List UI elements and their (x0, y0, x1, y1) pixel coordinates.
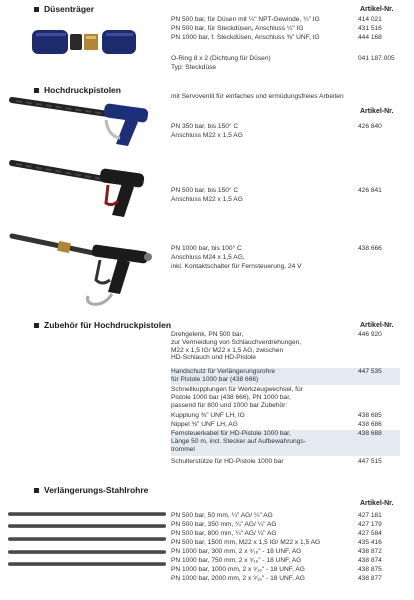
row-article-number: 447 535 (358, 368, 382, 375)
product-spec-line: PN 500 bar, bis 150° C (171, 187, 239, 194)
artikel-nr-header: Artikel-Nr. (360, 500, 394, 507)
section-bullet (34, 488, 39, 493)
pipe-image (8, 524, 166, 528)
row-article-number: 438 872 (358, 548, 382, 555)
row-description: Handschutz für Verlängerungsrohre (171, 368, 276, 375)
row-description: PN 1000 bar, 2000 mm, 2 x ⁹⁄₁₆" - 18 UNF, AG (171, 575, 305, 582)
row-description: PN 500 bar, 1500 mm, M22 x 1,5 IG/ M22 x 1,5 AG (171, 539, 321, 546)
spray-gun-500-image (8, 157, 168, 223)
section-title-hochdruckpistolen: Hochdruckpistolen (44, 85, 121, 95)
section-intro: mit Servoventil für einfaches und ermüdungsfreies Arbeiten (171, 93, 344, 100)
artikel-nr-header: Artikel-Nr. (360, 108, 394, 115)
row-description: O-Ring 8 x 2 (Dichtung für Düsen) (171, 55, 271, 62)
row-description: PN 1000 bar, f. Steckdüsen, Anschluss ⅜" UNF, IG (171, 34, 320, 41)
row-article-number: 438 874 (358, 557, 382, 564)
section-bullet (34, 323, 39, 328)
row-description: PN 500 bar, 350 mm, ¼" AG/ ¼" AG (171, 521, 277, 528)
row-article-number: 426 840 (358, 123, 382, 130)
pipe-image (8, 550, 166, 554)
product-spec-line: inkl. Kontaktschalter für Fernsteuerung, 24 V (171, 263, 302, 270)
row-description: Nippel ⅜" UNF LH, AG (171, 421, 238, 428)
row-description: PN 1000 bar, 750 mm, 2 x ⁹⁄₁₆" - 18 UNF, AG (171, 557, 302, 564)
row-article-number: 438 666 (358, 245, 382, 252)
row-description: Schnellkupplungen für Werkzeugwechsel, für (171, 386, 303, 393)
row-article-number: 438 686 (358, 421, 382, 428)
row-article-number: 431 516 (358, 25, 382, 32)
row-description: Kupplung ⅜" UNF LH, IG (171, 412, 245, 419)
row-article-number: 426 841 (358, 187, 382, 194)
product-spec-line: Anschluss M22 x 1,5 AG (171, 132, 243, 139)
row-article-number: 435 416 (358, 539, 382, 546)
row-description: PN 1000 bar, 300 mm, 2 x ⁹⁄₁₆" - 18 UNF, AG (171, 548, 302, 555)
section-bullet (34, 7, 39, 12)
product-spec-line: Anschluss M22 x 1,5 AG (171, 196, 243, 203)
section-title-verlaengerung: Verlängerungs-Stahlrohre (44, 485, 149, 495)
row-description: PN 500 bar, für Düsen mit ¼" NPT-Gewinde, ¼" IG (171, 16, 320, 23)
pipe-image (8, 537, 166, 541)
table-row (171, 386, 400, 412)
row-description: Fernsteuerkabel für HD-Pistole 1000 bar, (171, 430, 291, 437)
spray-gun-1000-image (8, 226, 168, 308)
section-title-zubehoer: Zubehör für Hochdruckpistolen (44, 320, 172, 330)
row-description: Länge 50 m, incl. Stecker auf Aufbewahrungs- (171, 437, 306, 445)
row-description: trommel (171, 445, 195, 453)
row-description: Pistole 1000 bar (438 666), PN 1000 bar, (171, 393, 291, 401)
table-row (171, 430, 400, 456)
artikel-nr-header: Artikel-Nr. (360, 322, 394, 329)
row-article-number: 438 875 (358, 566, 382, 573)
row-description: Schulterstütze für HD-Pistole 1000 bar (171, 458, 284, 465)
row-description: PN 500 bar, für Steckdüsen, Anschluss ¼" IG (171, 25, 304, 32)
row-article-number: 446 920 (358, 331, 382, 338)
row-article-number: 041 187.005 (358, 55, 395, 62)
row-description: HD-Schlauch und HD-Pistole (171, 354, 257, 362)
product-spec-line: Anschluss M24 x 1,5 AG, (171, 254, 245, 261)
row-description: für Pistole 1000 bar (438 666) (171, 375, 259, 383)
row-article-number: 438 688 (358, 430, 382, 437)
row-description: passend für 800 und 1000 bar Zubehör: (171, 401, 288, 409)
row-article-number: 438 877 (358, 575, 382, 582)
pipe-image (8, 512, 166, 516)
row-description: PN 500 bar, 50 mm, ¼" AG/ ¼" AG (171, 512, 273, 519)
row-description: M22 x 1,5 IG/ M22 x 1,5 AG, zwischen (171, 346, 284, 354)
row-description: zur Vermeidung von Schlauchverdrehungen, (171, 338, 302, 346)
nozzle-holder-image (30, 22, 140, 60)
row-description: PN 1000 bar, 1000 mm, 2 x ⁹⁄₁₆" - 18 UNF, AG (171, 566, 305, 573)
pipe-image (8, 562, 166, 566)
row-article-number: 447 515 (358, 458, 382, 465)
product-spec-line: PN 1000 bar, bis 100° C (171, 245, 242, 252)
row-article-number: 427 584 (358, 530, 382, 537)
product-spec-line: PN 350 bar, bis 150° C (171, 123, 239, 130)
spray-gun-350-image (8, 92, 168, 152)
row-article-number: 438 685 (358, 412, 382, 419)
type-note: Typ: Steckdüse (171, 64, 217, 71)
row-article-number: 414 021 (358, 16, 382, 23)
row-description: Drehgelenk, PN 500 bar, (171, 331, 244, 338)
row-article-number: 427 181 (358, 512, 382, 519)
row-article-number: 444 168 (358, 34, 382, 41)
artikel-nr-header: Artikel-Nr. (360, 6, 394, 13)
table-row (171, 331, 400, 367)
table-row (171, 368, 400, 385)
row-article-number: 427 179 (358, 521, 382, 528)
row-description: PN 500 bar, 800 mm, ¼" AG/ ¼" AG (171, 530, 277, 537)
section-title-duesentraeger: Düsenträger (44, 4, 95, 14)
